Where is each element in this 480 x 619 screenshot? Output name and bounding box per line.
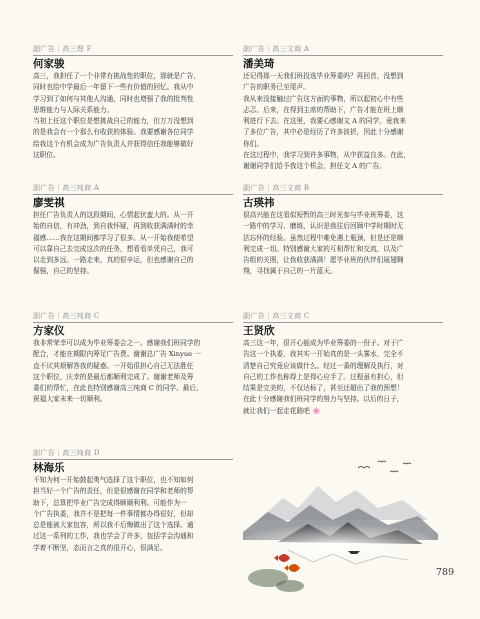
student-name: 王贤欣 (243, 325, 275, 337)
divider (243, 322, 443, 323)
text-line: 同时也给中学最后一年留下一些有价值的回忆。我从中 (33, 83, 194, 92)
text-line: 担任广告负责人的这段期间，心情起伏蛮大的。从一开 (33, 211, 194, 219)
student-name: 方家仪 (33, 325, 65, 337)
text-line: 直不厌其烦解答我的疑惑。一开始很担心自己无法胜任 (33, 361, 194, 370)
text-line: 利进行下去。在这里，我要心感谢文 A 的同学，竟我来 (243, 117, 406, 126)
student-name: 何家骏 (33, 58, 65, 70)
text-line: 给我这个有机会成为广告负责人并获得信任我能够做好 (33, 139, 194, 148)
text-line: 这职位。 (33, 151, 60, 160)
text-line: 担当好一个广告的责任，但是很感谢在同学和老师的帮 (33, 487, 194, 496)
text-line: 当初上任这个职位是想挑战自己的能力，但万万没想到 (33, 117, 194, 126)
text-line: 高三，我担任了一个非常有挑战性的职位，那就是广告， (33, 72, 201, 80)
entry-text (33, 71, 233, 161)
divider (33, 322, 233, 323)
text-line: 助下，总算把毕业广告完成得顺顺利利。可能作为一 (33, 498, 187, 507)
text-line: 告组的关照，让我收获满满！愿毕业班的伙伴们展翅翱 (243, 256, 404, 265)
text-line: 我非常荣幸可以成为毕业筹委会之一。感谢我们班同学的 (33, 339, 201, 347)
divider (243, 194, 443, 195)
text-line: 在这过程中，我学习到许多事物，从中获益良多。在此， (243, 151, 411, 160)
text-line: 了多位广告，其中必是经历了许多波折，因此十分感谢 (243, 128, 404, 137)
ink-landscape-illustration (238, 450, 438, 600)
entry-6 (243, 184, 443, 278)
entry-tag: 副广告｜高三文商 C (243, 312, 310, 320)
text-line: 在此十分感谢我们班同学的努力与坚持。以后的日子， (243, 395, 404, 404)
divider (243, 55, 443, 56)
entry-1 (33, 45, 233, 161)
text-line: 自己的工作也称得上是得心应手了。过程虽有担心，但 (243, 372, 404, 381)
entry-tag: 副广告｜高三纯商 A (33, 184, 100, 192)
text-line: 个广告执委，我并不是把每一件事情都办得很好，但却 (33, 509, 194, 518)
text-line: 配合，才能在期限内筹足广告费。谢谢总广告 Xinyue 一 (33, 350, 201, 359)
entry-text (33, 475, 233, 554)
text-line: 委们的帮忙，在此也特别感谢高三纯商 C 的同学。最后， (33, 384, 203, 393)
lotus-leaf (276, 580, 304, 592)
text-line: 不知为何一开始鼓起勇气选择了这个职位，也不知如何 (33, 476, 194, 484)
student-name: 林海乐 (33, 462, 65, 474)
text-line: 祝福大家未来一切顺利。 (33, 395, 107, 404)
text-line: 结果是完美的，不仅达标了，甚至还超出了我的预想！ (243, 384, 404, 393)
text-line: 的是我会有一个那么有收获的体验。我要感谢各位同学 (33, 128, 194, 137)
text-line: 很高兴能在这看似短暂的高三时光参与毕业班筹委，这 (243, 211, 404, 219)
text-line: 以走到多远。一路走来，真的很辛运，但也感谢自己的 (33, 256, 194, 265)
text-line: 你们。 (243, 139, 264, 148)
text-line: 还记得那一天我们班投选毕业筹委吗？再回首，没想到 (243, 72, 404, 80)
text-line: 我从来没接触过广告这方面的事物，所以起初心中有些 (243, 94, 404, 103)
text-line: 过这一系列的工作，我也学会了许多，包括学会沟通和 (33, 532, 194, 541)
divider (33, 194, 233, 195)
entry-4 (33, 449, 233, 554)
text-line: 忐忑。后来，在得到主席的帮助下，广告才能在班上顺 (243, 105, 404, 114)
entry-tag: 副广告｜高三纯商 D (33, 449, 100, 457)
divider (33, 459, 233, 460)
entry-tag: 副广告｜高三纯商 C (33, 312, 100, 320)
entry-tag: 副广告｜高三理 F (33, 45, 92, 53)
text-line: 广告的职务已至尾声。 (243, 83, 310, 92)
entry-tag: 副广告｜高三文商 B (243, 184, 310, 192)
student-name: 古瑛祎 (243, 197, 275, 209)
divider (33, 55, 233, 56)
entry-5 (243, 45, 443, 173)
text-line: 始的自信，有冲劲，到自我怀疑，再到收获满满时的幸 (33, 222, 194, 231)
entry-text (243, 210, 443, 278)
text-line: 谢谢同学们给予我这个机会，担任文 A 的广告。 (243, 162, 386, 171)
entry-7 (243, 312, 443, 417)
entry-3 (33, 312, 233, 406)
entry-text (243, 71, 443, 173)
text-line: 福感……我在这期间都学习了很多。从一开始我便希望 (33, 233, 194, 242)
text-line: 这个职位，庆幸的是最后都顺利完成了。谢谢老师及筹 (33, 372, 194, 381)
text-line: 学着不断坚，态而言之真的很开心，很满足。 (33, 543, 167, 552)
entry-2 (33, 184, 233, 278)
student-name: 潘美琦 (243, 58, 275, 70)
text-line: 告这一个执委，我其实一开始真的是一头雾水，完全不 (243, 350, 404, 359)
text-line: 清楚自己究竟应该做什么。经过一番的理解及执行，对 (243, 361, 404, 370)
text-line: 利完成一切。特别感谢大家的互相帮忙和交流，以及广 (243, 244, 404, 253)
entry-text (33, 210, 233, 278)
birds-icon (358, 461, 411, 472)
text-line: 可以靠自己去完成这次的任务，想看看单凭自己，我可 (33, 244, 194, 253)
student-name: 廖雯祺 (33, 197, 65, 209)
text-line: 一路中的学习、磨练，认识是我往后回顾中学时期时无 (243, 222, 404, 231)
text-line: 翔，寻找属于自己的一片蓝天。 (243, 267, 337, 276)
text-line: 法忘怀的经验。虽然过程中难免遇上瓶颈，但是还是顺 (243, 233, 404, 242)
entry-text (33, 338, 233, 406)
text-line: 就让我们一起走花路吧 🌸 (243, 406, 321, 415)
far-mountains (258, 486, 428, 520)
text-line: 高三这一年，很开心能成为毕业筹委的一份子。对于广 (243, 339, 404, 347)
text-line: 学习到了如何与其他人沟通，同时也增强了我的批判性 (33, 94, 194, 103)
page-number: 789 (436, 567, 455, 578)
text-line: 思维能力与人际关系能力。 (33, 105, 114, 114)
entry-tag: 副广告｜高三文商 A (243, 45, 310, 53)
text-line: 倔强，自己的坚持。 (33, 267, 94, 276)
text-line: 总是能被大家包容，所以我不后悔做出了这个选择。通 (33, 521, 194, 530)
entry-text (243, 338, 443, 417)
